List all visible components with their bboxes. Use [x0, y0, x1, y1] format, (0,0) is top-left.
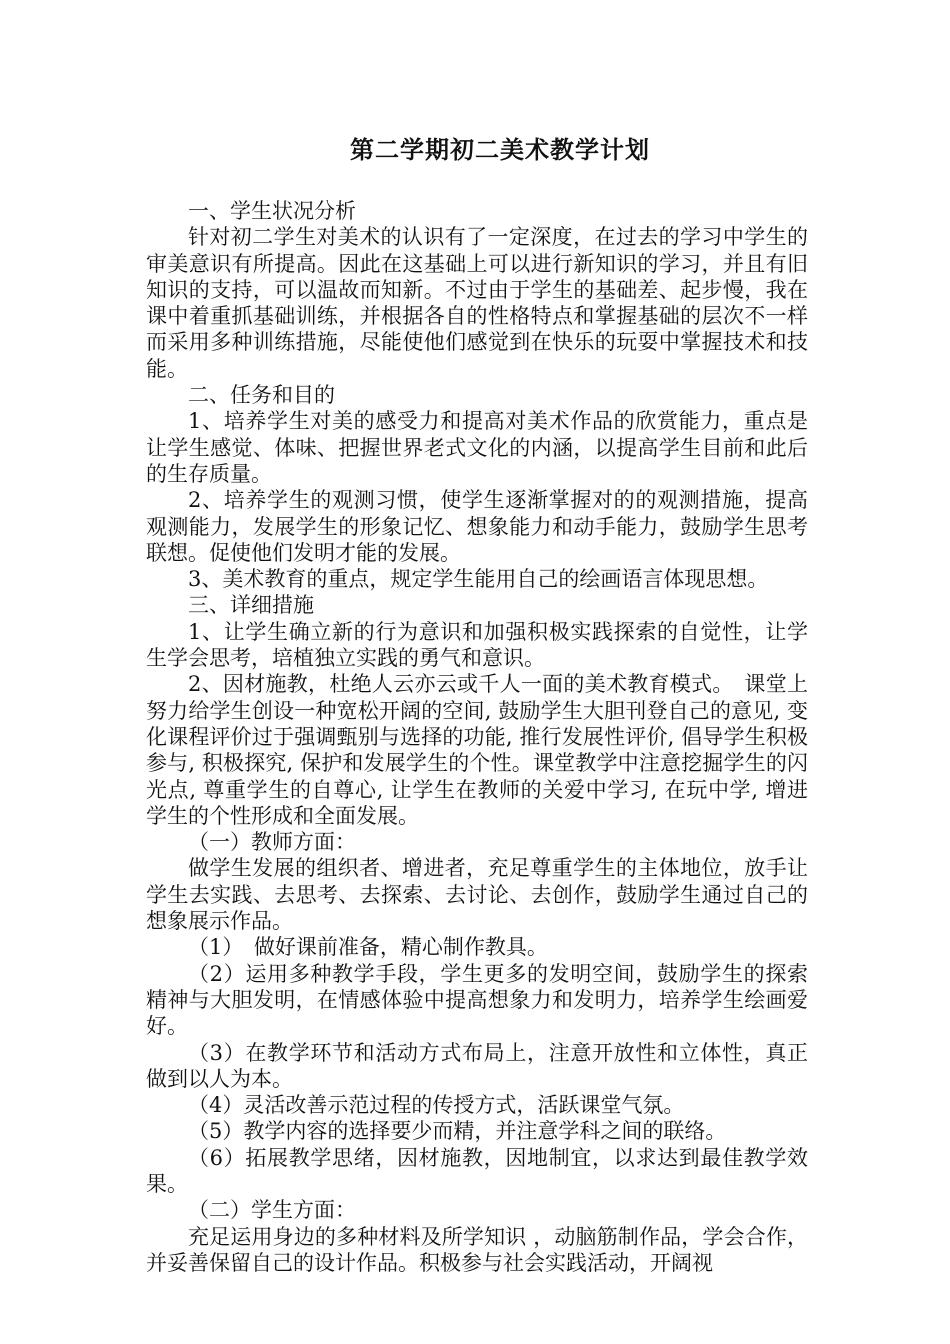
page-title: 第二学期初二美术教学计划 [350, 135, 650, 164]
subsection-heading-teacher: （一）教师方面： [188, 830, 356, 855]
list-item: （5）教学内容的选择要少而精，并注意学科之间的联络。 [188, 1119, 727, 1144]
section-heading-student-analysis: 一、学生状况分析 [188, 199, 356, 223]
list-item: （3）在教学环节和活动方式布局上，注意开放性和立体性，真正做到以人为本。 [146, 1040, 808, 1091]
paragraph: 2、因材施教，杜绝人云亦云或千人一面的美术教育模式。 课堂上努力给学生创设一种宽松开阔的空间, 鼓励学生大胆刊登自己的意见, 变化课程评价过于强调甄别与选择的功能, 推行发展性评价, 倡导学生积极参与, 积极探究, 保护和发展学生的个性。课堂教学中注意挖掘学生的闪光点, 尊重学生的自尊心, 让学生在教师的关爱中学习, 在玩中学, 增进学生的个性形成和全面发展。 [146, 672, 808, 828]
list-item: （6）拓展教学思绪，因材施教，因地制宜，以求达到最佳教学效果。 [146, 1145, 808, 1196]
paragraph: 充足运用身边的多种材料及所学知识 ，动脑筋制作品，学会合作，并妥善保留自己的设计作品。积极参与社会实践活动，开阔视 [146, 1224, 808, 1275]
list-item: （2）运用多种教学手段，学生更多的发明空间，鼓励学生的探索精神与大胆发明，在情感体验中提高想象力和发明力，培养学生绘画爱好。 [146, 961, 808, 1039]
paragraph: 1、培养学生对美的感受力和提高对美术作品的欣赏能力，重点是让学生感觉、体味、把握世界老式文化的内涵，以提高学生目前和此后的生存质量。 [146, 409, 808, 486]
paragraph: 3、美术教育的重点，规定学生能用自己的绘画语言体现思想。 [188, 567, 769, 592]
subsection-heading-student: （二）学生方面： [188, 1198, 356, 1223]
document-body [146, 198, 808, 1276]
section-heading-tasks-goals: 二、任务和目的 [188, 383, 335, 408]
paragraph: 2、培养学生的观测习惯，使学生逐渐掌握对的的观测措施，提高观测能力，发展学生的形象记忆、想象能力和动手能力，鼓励学生思考联想。促使他们发明才能的发展。 [146, 488, 808, 565]
paragraph: 做学生发展的组织者、增进者，充足尊重学生的主体地位，放手让学生去实践、去思考、去探索、去讨论、去创作，鼓励学生通过自己的想象展示作品。 [146, 856, 808, 934]
list-item: （4）灵活改善示范过程的传授方式，活跃课堂气氛。 [188, 1093, 685, 1118]
section-heading-measures: 三、详细措施 [188, 593, 314, 618]
list-item: （1） 做好课前准备，精心制作教具。 [188, 935, 548, 960]
paragraph: 1、让学生确立新的行为意识和加强积极实践探索的自觉性，让学生学会思考，培植独立实践的勇气和意识。 [146, 619, 808, 671]
paragraph: 针对初二学生对美术的认识有了一定深度，在过去的学习中学生的审美意识有所提高。因此在这基础上可以进行新知识的学习，并且有旧知识的支持，可以温故而知新。不过由于学生的基础差、起步慢，我在课中着重抓基础训练，并根据各自的性格特点和掌握基础的层次不一样而采用多种训练措施，尽能使他们感觉到在快乐的玩耍中掌握技术和技能。 [146, 225, 808, 381]
